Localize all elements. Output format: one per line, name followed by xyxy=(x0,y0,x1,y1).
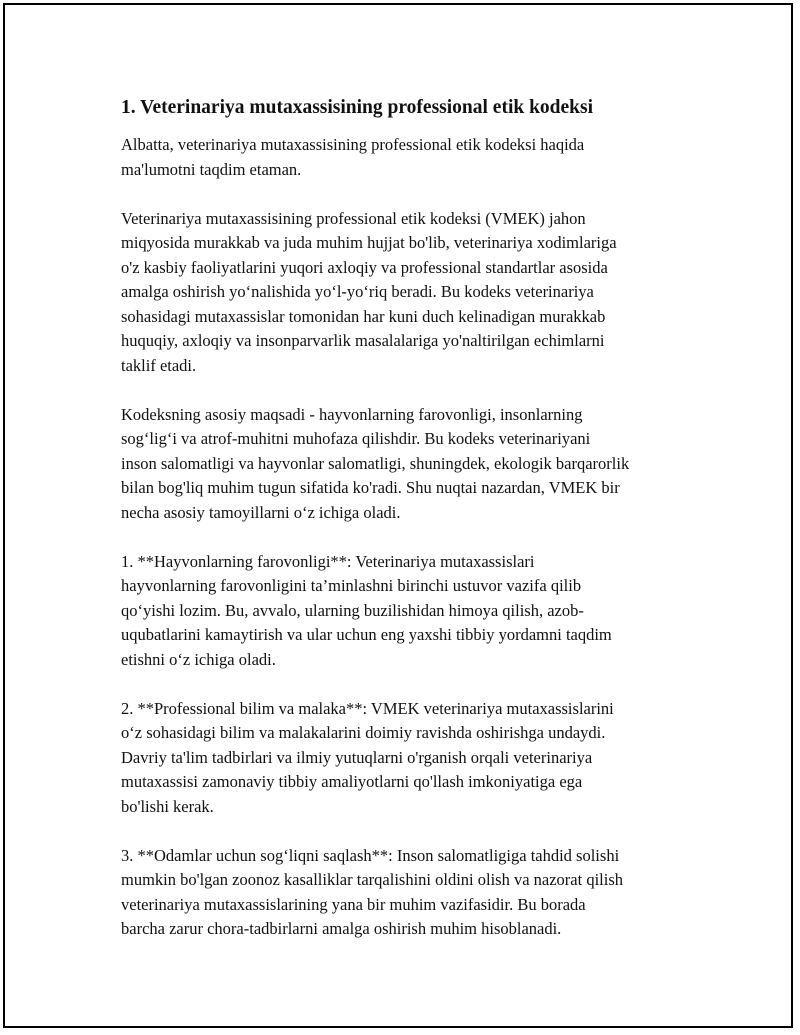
text-line: taklif etadi. xyxy=(121,355,197,375)
text-line: bilan bog'liq muhim tugun sifatida ko'radi. Shu nuqtai nazardan, VMEK bir xyxy=(121,478,620,497)
paragraph-intro xyxy=(121,133,701,182)
text-line: Veterinariya mutaxassisining professional etik kodeksi (VMEK) jahon xyxy=(121,208,586,228)
text-line: amalga oshirish yo‘nalishida yo‘l-yo‘riq beradi. Bu kodeks veterinariya xyxy=(121,282,594,301)
text-line: qo‘yishi lozim. Bu, avvalo, ularning buzilishidan himoya qilish, azob- xyxy=(121,600,584,620)
document-title: 1. Veterinariya mutaxassisining professional etik kodeksi xyxy=(121,97,594,118)
paragraph-overview xyxy=(121,207,701,379)
text-line: o'z kasbiy faoliyatlarini yuqori axloqiy va professional standartlar asosida xyxy=(121,257,608,277)
text-line: barcha zarur chora-tadbirlarni amalga oshirish muhim hisoblanadi. xyxy=(121,919,562,938)
text-line: huquqiy, axloqiy va insonparvarlik masalalariga yo'naltirilgan echimlarni xyxy=(121,331,605,350)
text-line: Albatta, veterinariya mutaxassisining professional etik kodeksi haqida xyxy=(121,135,585,154)
text-line: mutaxassisi zamonaviy tibbiy amaliyotlarni qo'llash imkoniyatiga ega xyxy=(121,772,583,791)
text-line: bo'lishi kerak. xyxy=(121,796,214,816)
text-line: hayvonlarning farovonligini ta’minlashni birinchi ustuvor vazifa qilib xyxy=(121,576,582,595)
text-line: veterinariya mutaxassislarining yana bir muhim vazifasidir. Bu borada xyxy=(121,894,586,914)
text-line: sog‘lig‘i va atrof-muhitni muhofaza qilishdir. Bu kodeks veterinariyani xyxy=(121,429,591,448)
text-line: necha asosiy tamoyillarni o‘z ichiga oladi. xyxy=(121,502,401,522)
text-line: 3. **Odamlar uchun sog‘liqni saqlash**: Inson salomatligiga tahdid solishi xyxy=(121,845,620,865)
text-line: Davriy ta'lim tadbirlari va ilmiy yutuqlarni o'rganish orqali veterinariya xyxy=(121,747,593,767)
paragraph-principle-3 xyxy=(121,844,701,942)
text-line: mumkin bo'lgan zoonoz kasalliklar tarqalishini oldini olish va nazorat qilish xyxy=(121,870,624,889)
text-line: ma'lumotni taqdim etaman. xyxy=(121,159,302,179)
text-line: o‘z sohasidagi bilim va malakalarini doimiy ravishda oshirishga undaydi. xyxy=(121,723,606,742)
document-content xyxy=(121,95,701,966)
text-line: Kodeksning asosiy maqsadi - hayvonlarning farovonligi, insonlarning xyxy=(121,404,583,424)
text-line: inson salomatligi va hayvonlar salomatligi, shuningdek, ekologik barqarorlik xyxy=(121,453,630,473)
text-line: etishni o‘z ichiga oladi. xyxy=(121,649,276,669)
text-line: 2. **Professional bilim va malaka**: VMEK veterinariya mutaxassislarini xyxy=(121,698,614,718)
paragraph-principle-1 xyxy=(121,550,701,673)
paragraph-principle-2 xyxy=(121,697,701,820)
paragraph-purpose xyxy=(121,403,701,526)
text-line: miqyosida murakkab va juda muhim hujjat bo'lib, veterinariya xodimlariga xyxy=(121,233,617,252)
text-line: uqubatlarini kamaytirish va ular uchun eng yaxshi tibbiy yordamni taqdim xyxy=(121,625,612,644)
document-page xyxy=(3,3,793,1028)
text-line: sohasidagi mutaxassislar tomonidan har kuni duch kelinadigan murakkab xyxy=(121,306,606,326)
text-line: 1. **Hayvonlarning farovonligi**: Veterinariya mutaxassislari xyxy=(121,551,535,571)
